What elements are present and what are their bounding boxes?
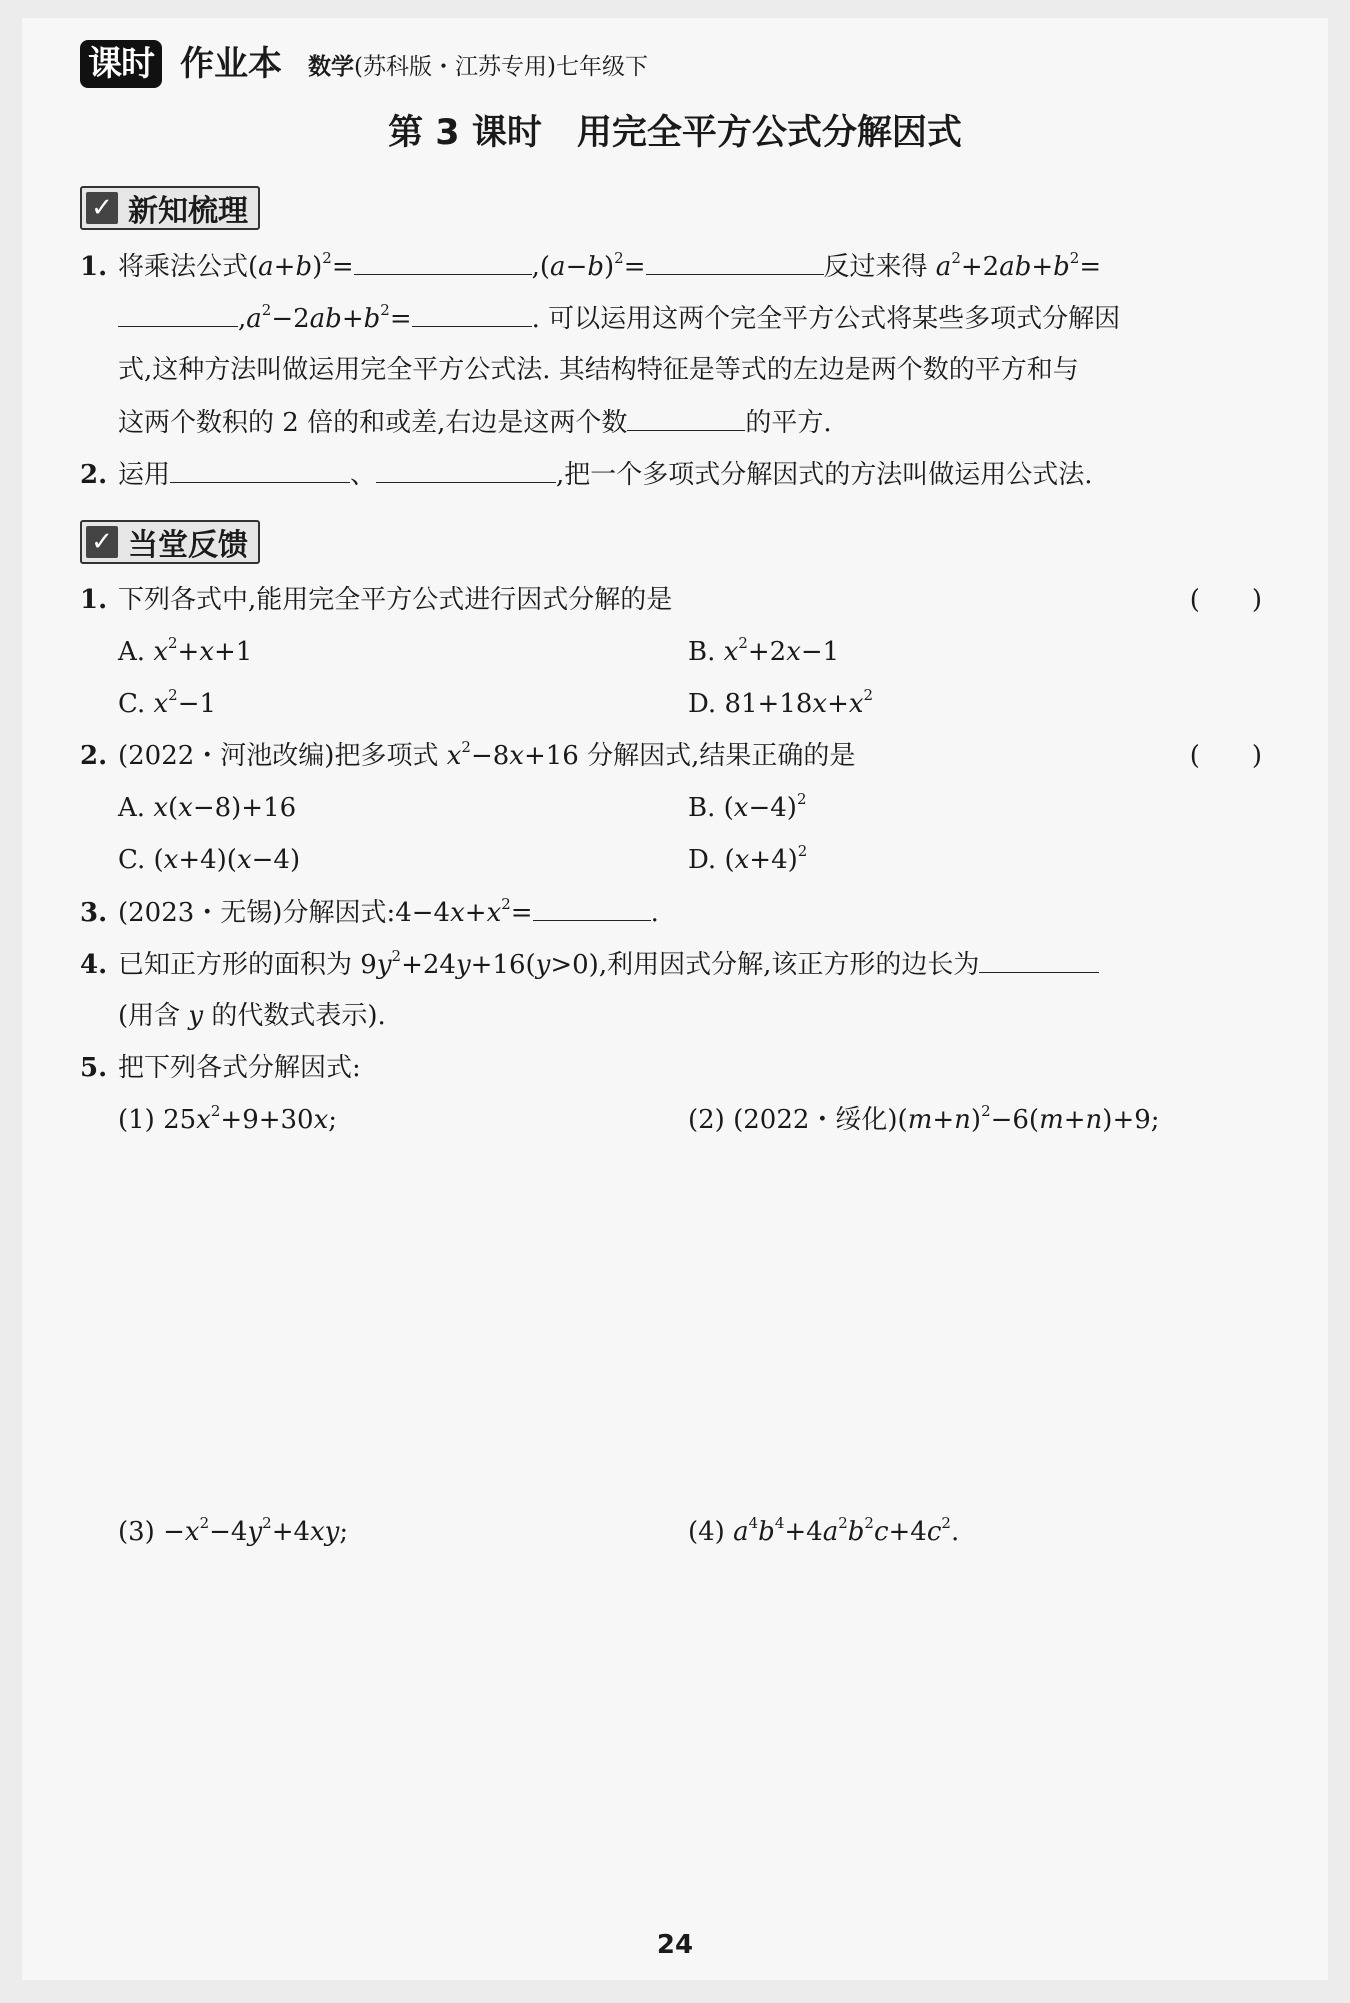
exponent: 2 <box>796 790 807 808</box>
math: + <box>341 304 364 334</box>
text: (4) <box>688 1517 734 1547</box>
math: x <box>184 1517 200 1547</box>
math: = <box>389 304 412 334</box>
exponent: 2 <box>838 1514 848 1532</box>
math: )+9; <box>1102 1105 1160 1135</box>
exponent: 2 <box>322 249 332 267</box>
text: (1) 25 <box>118 1105 197 1135</box>
question-number: 1. <box>80 252 108 282</box>
math: x <box>848 689 864 719</box>
source-note: (2023・无锡) <box>118 898 283 928</box>
question-number: 4. <box>80 950 108 980</box>
math: x <box>153 689 169 719</box>
math: + <box>1031 252 1054 282</box>
exponent: 2 <box>501 895 511 913</box>
feedback-question-5 <box>80 1048 361 1088</box>
answer-blank[interactable] <box>979 944 1099 973</box>
math: b <box>295 252 313 282</box>
math: +4) <box>749 845 798 875</box>
math: a <box>246 304 262 334</box>
feedback-question-3 <box>80 892 659 933</box>
math: n <box>954 1105 971 1135</box>
text: 这两个数积的 2 倍的和或差,右边是这两个数 <box>118 408 628 438</box>
exponent: 2 <box>168 686 178 704</box>
text: 将乘法公式( <box>118 252 259 282</box>
option-letter: B. <box>688 793 716 823</box>
text: +16 分解因式,结果正确的是 <box>523 741 856 771</box>
math: −2 <box>271 304 310 334</box>
page-number: 24 <box>656 1930 694 1960</box>
option-letter: D. <box>688 845 717 875</box>
exponent: 2 <box>738 634 748 652</box>
subquestion-3 <box>118 1512 348 1552</box>
math: x <box>733 793 749 823</box>
math: x <box>236 845 252 875</box>
option-a[interactable] <box>118 632 252 672</box>
option-b[interactable] <box>688 632 839 672</box>
question-number: 2. <box>80 741 108 771</box>
math: a <box>258 252 274 282</box>
math: = <box>510 898 533 928</box>
math: y <box>188 1001 204 1031</box>
logo: 课时 <box>80 40 162 88</box>
exponent: 2 <box>864 1514 874 1532</box>
math: x <box>786 637 801 667</box>
text: (3) − <box>118 1517 185 1547</box>
math: y <box>455 950 471 980</box>
answer-blank[interactable] <box>627 402 745 431</box>
text: 把多项式 <box>334 741 439 771</box>
math: + <box>827 689 849 719</box>
math: + <box>1063 1105 1086 1135</box>
math: +24 <box>401 950 456 980</box>
subject-line <box>308 52 648 82</box>
math: +4)( <box>178 845 237 875</box>
exponent: 2 <box>951 249 961 267</box>
answer-blank[interactable] <box>412 298 532 327</box>
math: −4) <box>748 793 797 823</box>
math: b <box>847 1517 865 1547</box>
math: x <box>723 637 739 667</box>
math: −1 <box>177 689 217 719</box>
math: −4 <box>209 1517 248 1547</box>
section-label: 新知梳理 <box>128 194 248 229</box>
option-letter: C. <box>118 689 146 719</box>
feedback-question-4 <box>80 944 1099 985</box>
math: x <box>313 1105 329 1135</box>
math: x <box>812 689 828 719</box>
option-letter: D. <box>688 689 717 719</box>
exponent: 4 <box>748 1514 759 1532</box>
exponent: 2 <box>461 738 471 756</box>
exponent: 2 <box>262 1514 272 1532</box>
math: x <box>163 845 179 875</box>
answer-blank[interactable] <box>118 298 238 327</box>
checkbox-icon: ✓ <box>86 526 118 558</box>
question-number: 5. <box>80 1053 108 1083</box>
math: b <box>758 1517 775 1547</box>
exponent: 2 <box>261 301 272 319</box>
text: (用含 <box>118 1001 189 1031</box>
text: 运用 <box>118 460 171 490</box>
option-c[interactable] <box>118 684 216 724</box>
math: x <box>153 793 168 823</box>
math: ( <box>167 793 179 823</box>
exponent: 2 <box>941 1514 951 1532</box>
math: −1 <box>800 637 840 667</box>
math: x <box>199 637 214 667</box>
math: ) <box>312 252 323 282</box>
math: +1 <box>214 637 253 667</box>
exponent: 2 <box>391 947 402 965</box>
checkbox-icon: ✓ <box>86 192 118 224</box>
text: (2) (2022・绥化)( <box>688 1105 908 1135</box>
math: = <box>1079 252 1102 282</box>
math: a <box>733 1517 749 1547</box>
math: x <box>153 637 168 667</box>
math: b <box>1053 252 1070 282</box>
math: m <box>907 1105 933 1135</box>
math: b <box>363 304 381 334</box>
math: c <box>873 1517 889 1547</box>
section-tag-new-knowledge <box>80 186 260 230</box>
text: . <box>950 1517 960 1547</box>
answer-blank[interactable] <box>354 246 532 275</box>
math: c <box>926 1517 942 1547</box>
option-b[interactable] <box>688 788 807 828</box>
option-letter: C. <box>118 845 146 875</box>
exponent: 2 <box>380 301 390 319</box>
answer-blank[interactable] <box>646 246 824 275</box>
question-number: 3. <box>80 898 108 928</box>
math: a <box>550 252 566 282</box>
text: 的代数式表示). <box>203 1001 386 1031</box>
text: ,( <box>531 252 551 282</box>
question-1-line-4 <box>118 402 832 443</box>
text: 的平方. <box>745 408 832 438</box>
math: +16( <box>470 950 536 980</box>
math: = <box>623 252 646 282</box>
answer-blank[interactable] <box>170 454 350 483</box>
question-stem: 下列各式中,能用完全平方公式进行因式分解的是 <box>118 585 673 615</box>
option-d[interactable] <box>688 840 807 880</box>
exponent: 2 <box>797 842 808 860</box>
math: x <box>196 1105 211 1135</box>
exponent: 2 <box>981 1102 991 1120</box>
math: −6( <box>990 1105 1040 1135</box>
brand-name: 作业本 <box>180 44 282 84</box>
math: x <box>509 741 524 771</box>
feedback-question-1 <box>80 580 672 620</box>
math: +4 <box>784 1517 823 1547</box>
question-number: 1. <box>80 585 108 615</box>
exponent: 2 <box>1069 249 1080 267</box>
exponent: 2 <box>210 1102 221 1120</box>
answer-paren[interactable]: ( ) <box>1189 585 1262 615</box>
math: ) <box>970 1105 982 1135</box>
text: ; <box>328 1105 338 1135</box>
math: x <box>486 898 502 928</box>
math: ab <box>309 304 342 334</box>
answer-blank[interactable] <box>376 454 556 483</box>
question-1-line-3: 式,这种方法叫做运用完全平方公式法. 其结构特征是等式的左边是两个数的平方和与 <box>118 355 1079 385</box>
math: −4) <box>251 845 301 875</box>
math: = <box>331 252 354 282</box>
math: ( <box>724 845 735 875</box>
math: +2 <box>747 637 787 667</box>
text: , <box>238 304 247 334</box>
option-a[interactable] <box>118 788 296 828</box>
math: + <box>177 637 200 667</box>
math: x <box>178 793 193 823</box>
text: ,把一个多项式分解因式的方法叫做运用公式法. <box>556 460 1093 490</box>
math: a <box>822 1517 839 1547</box>
math: x <box>446 741 462 771</box>
math: m <box>1039 1105 1064 1135</box>
math: ( <box>723 793 734 823</box>
option-letter: A. <box>118 793 146 823</box>
math: y <box>535 950 551 980</box>
answer-paren[interactable]: ( ) <box>1189 741 1262 771</box>
math: ( <box>153 845 164 875</box>
math: +4 <box>271 1517 311 1547</box>
math: 81+18 <box>724 689 813 719</box>
math: +2 <box>960 252 1000 282</box>
question-2 <box>80 454 1093 495</box>
exponent: 2 <box>614 249 624 267</box>
exponent: 2 <box>199 1514 210 1532</box>
text: 已知正方形的面积为 9 <box>118 950 377 980</box>
text: 分解因式:4−4 <box>282 898 451 928</box>
math: n <box>1085 1105 1103 1135</box>
text: 、 <box>350 460 377 490</box>
option-letter: B. <box>688 637 716 667</box>
section-tag-class-feedback <box>80 520 260 564</box>
math: + <box>464 898 487 928</box>
math: +4 <box>888 1517 927 1547</box>
source-note: (2022・河池改编) <box>118 741 335 771</box>
section-label: 当堂反馈 <box>128 528 248 563</box>
text: ; <box>339 1517 349 1547</box>
feedback-question-2 <box>80 736 855 776</box>
subquestion-1 <box>118 1100 337 1140</box>
math: + <box>273 252 296 282</box>
math: b <box>587 252 605 282</box>
math: y <box>247 1517 263 1547</box>
math: + <box>932 1105 955 1135</box>
option-letter: A. <box>118 637 146 667</box>
worksheet-page <box>22 18 1328 1980</box>
text: . 可以运用这两个完全平方公式将某些多项式分解因 <box>531 304 1121 334</box>
text: >0),利用因式分解,该正方形的边长为 <box>550 950 980 980</box>
option-d[interactable] <box>688 684 873 724</box>
math: − <box>565 252 588 282</box>
math: y <box>376 950 392 980</box>
math: ) <box>604 252 615 282</box>
edition: (苏科版・江苏专用)七年级下 <box>354 54 648 80</box>
subquestion-2 <box>688 1100 1160 1140</box>
question-1-line-1 <box>80 246 1101 287</box>
question-number: 2. <box>80 460 108 490</box>
page-title: 第 3 课时 用完全平方公式分解因式 <box>388 113 962 153</box>
text: . <box>650 898 659 928</box>
text: 反过来得 <box>823 252 928 282</box>
answer-blank[interactable] <box>533 892 651 921</box>
subject-name: 数学 <box>308 53 354 80</box>
math: a <box>935 252 952 282</box>
exponent: 2 <box>863 686 874 704</box>
math: +9+30 <box>220 1105 314 1135</box>
feedback-question-4-line-2 <box>118 996 386 1036</box>
subquestion-4 <box>688 1512 959 1552</box>
question-1-line-2 <box>118 298 1120 339</box>
exponent: 4 <box>774 1514 785 1532</box>
question-stem: 把下列各式分解因式: <box>118 1053 361 1083</box>
math: x <box>450 898 465 928</box>
math: −8 <box>470 741 510 771</box>
math: −8)+16 <box>192 793 297 823</box>
math: ab <box>999 252 1032 282</box>
exponent: 2 <box>167 634 178 652</box>
math: x <box>734 845 750 875</box>
option-c[interactable] <box>118 840 300 880</box>
math: xy <box>310 1517 340 1547</box>
